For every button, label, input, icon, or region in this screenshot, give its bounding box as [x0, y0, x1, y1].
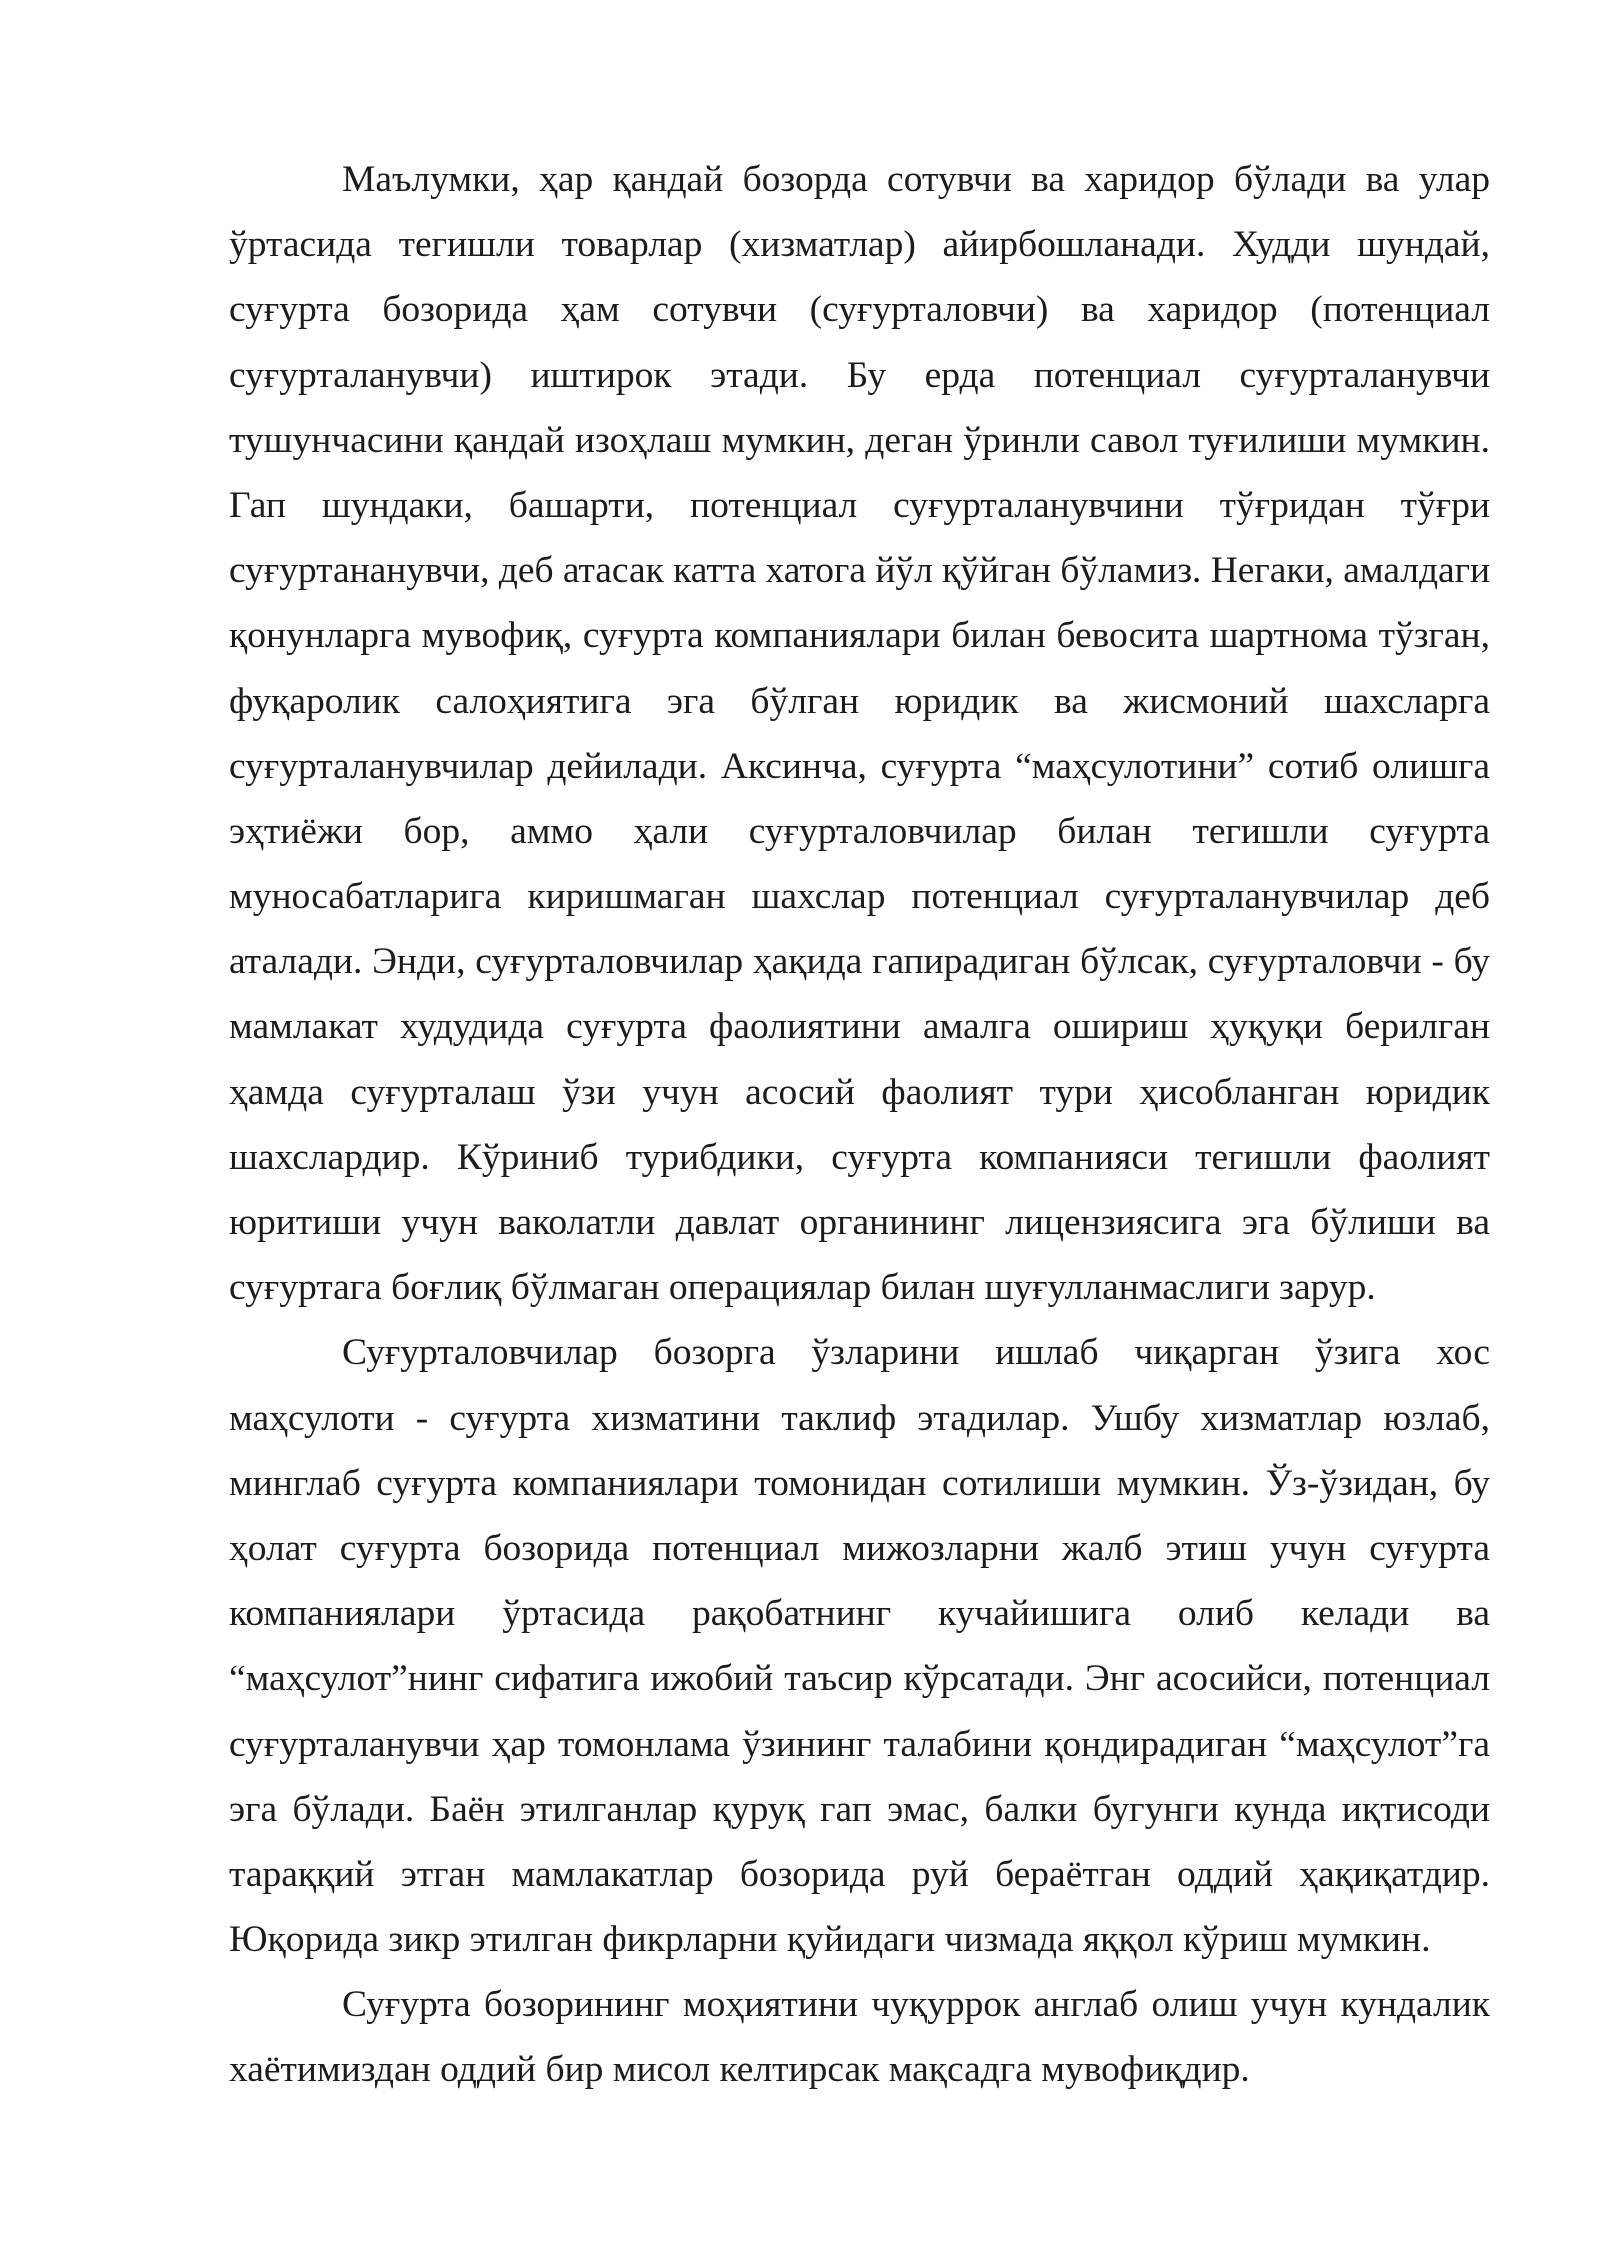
text-line: ҳолат суғурта бозорида потенциал мижозларни жалб этиш учун суғурта — [229, 1527, 1490, 1569]
text-line: суғурталанувчилар дейилади. Аксинча, суғурта “маҳсулотини” сотиб олишга — [229, 745, 1490, 787]
text-line: Юқорида зикр этилган фикрларни қуйидаги чизмада яққол кўриш мумкин. — [229, 1919, 1431, 1961]
text-line: тушунчасини қандай изоҳлаш мумкин, деган ўринли савол туғилиши мумкин. — [229, 419, 1490, 461]
text-line: эга бўлади. Баён этилганлар қуруқ гап эмас, балки бугунги кунда иқтисоди — [229, 1788, 1490, 1830]
text-line: суғуртананувчи, деб атасак катта хатога йўл қўйган бўламиз. Негаки, амалдаги — [229, 550, 1490, 592]
text-line: ўртасида тегишли товарлар (хизматлар) айирбошланади. Худди шундай, — [229, 224, 1490, 266]
text-line: муносабатларига киришмаган шахслар потенциал суғурталанувчилар деб — [229, 876, 1490, 918]
paragraph-1 — [229, 147, 1490, 1320]
text-line: суғурталанувчи ҳар томонлама ўзининг талабини қондирадиган “маҳсулот”га — [229, 1723, 1490, 1765]
document-body — [229, 147, 1490, 2103]
text-line: ҳамда суғурталаш ўзи учун асосий фаолият тури ҳисобланган юридик — [229, 1071, 1490, 1113]
text-line: аталади. Энди, суғурталовчилар ҳақида гапирадиган бўлсак, суғурталовчи - бу — [229, 941, 1490, 983]
text-line: суғурталанувчи) иштирок этади. Бу ерда потенциал суғурталанувчи — [229, 354, 1490, 396]
text-line: қонунларга мувофиқ, суғурта компаниялари билан бевосита шартнома тўзган, — [229, 615, 1490, 657]
text-line: шахслардир. Кўриниб турибдики, суғурта компанияси тегишли фаолият — [229, 1136, 1490, 1178]
text-line: маҳсулоти - суғурта хизматини таклиф этадилар. Ушбу хизматлар юзлаб, — [229, 1397, 1490, 1439]
paragraph-2 — [229, 1320, 1490, 1972]
text-line: эҳтиёжи бор, аммо ҳали суғурталовчилар билан тегишли суғурта — [229, 810, 1490, 852]
text-line: хаётимиздан оддий бир мисол келтирсак мақсадга мувофиқдир. — [229, 2049, 1250, 2091]
text-line: юритиши учун ваколатли давлат органининг лицензиясига эга бўлиши ва — [229, 1202, 1490, 1243]
text-line: Суғурта бозорининг моҳиятини чуқуррок англаб олиш учун кундалик — [342, 1984, 1490, 2026]
text-line: минглаб суғурта компаниялари томонидан сотилиши мумкин. Ўз-ўзидан, бу — [229, 1462, 1490, 1504]
text-line: компаниялари ўртасида рақобатнинг кучайишига олиб келади ва — [229, 1593, 1490, 1635]
text-line: Маълумки, ҳар қандай бозорда сотувчи ва харидор бўлади ва улар — [342, 159, 1490, 200]
text-line: суғуртага боғлиқ бўлмаган операциялар билан шуғулланмаслиги зарур. — [229, 1267, 1376, 1309]
text-line: тараққий этган мамлакатлар бозорида руй бераётган оддий ҳақиқатдир. — [229, 1853, 1490, 1895]
text-line: мамлакат худудида суғурта фаолиятини амалга ошириш ҳуқуқи берилган — [229, 1006, 1490, 1048]
paragraph-3 — [229, 1972, 1490, 2102]
text-line: Суғурталовчилар бозорга ўзларини ишлаб чиқарган ўзига хос — [342, 1332, 1490, 1374]
text-line: “маҳсулот”нинг сифатига ижобий таъсир кўрсатади. Энг асосийси, потенциал — [229, 1658, 1490, 1700]
text-line: суғурта бозорида ҳам сотувчи (суғурталовчи) ва харидор (потенциал — [229, 289, 1490, 331]
text-line: Гап шундаки, башарти, потенциал суғурталанувчини тўғридан тўғри — [229, 484, 1490, 526]
text-line: фуқаролик салоҳиятига эга бўлган юридик ва жисмоний шахсларга — [229, 680, 1490, 722]
